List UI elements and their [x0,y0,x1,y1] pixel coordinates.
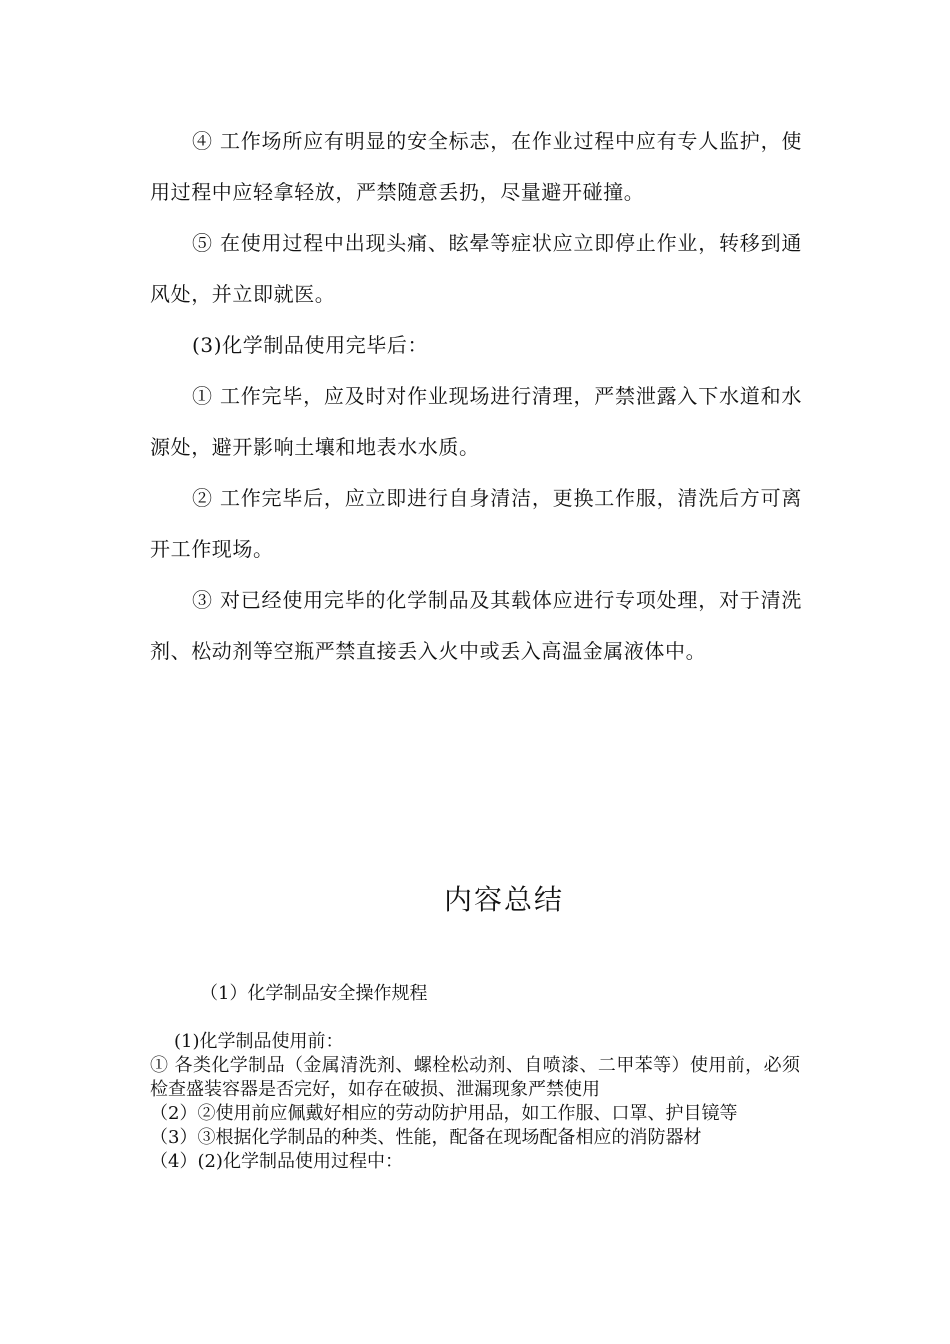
summary-item-1: (1)化学制品使用前： [174,1031,344,1052]
body-paragraph-5: ② 工作完毕后，应立即进行自身清洁，更换工作服，清洗后方可离开工作现场。 [150,486,802,561]
summary-item-2: ① 各类化学制品（金属清洗剂、螺栓松动剂、自喷漆、二甲苯等）使用前，必须检查盛装容器是否完好，如存在破损、泄漏现象严禁使用 [150,1055,800,1100]
summary-title: 内容总结 [443,883,564,916]
body-paragraph-2: ⑤ 在使用过程中出现头痛、眩晕等症状应立即停止作业，转移到通风处，并立即就医。 [150,231,802,306]
body-text [150,116,802,677]
summary-list [150,1030,800,1174]
summary-item-3: （2）②使用前应佩戴好相应的劳动防护用品，如工作服、口罩、护目镜等 [150,1103,738,1124]
summary-item-4: （3）③根据化学制品的种类、性能，配备在现场配备相应的消防器材 [150,1127,702,1148]
body-paragraph-3: (3)化学制品使用完毕后： [192,333,429,357]
body-paragraph-1: ④ 工作场所应有明显的安全标志，在作业过程中应有专人监护，使用过程中应轻拿轻放，严禁随意丢扔，尽量避开碰撞。 [150,129,802,204]
summary-item-5: （4）(2)化学制品使用过程中： [150,1151,403,1172]
body-paragraph-6: ③ 对已经使用完毕的化学制品及其载体应进行专项处理，对于清洗剂、松动剂等空瓶严禁直接丢入火中或丢入高温金属液体中。 [150,588,802,663]
summary-heading: （1）化学制品安全操作规程 [200,983,428,1004]
body-paragraph-4: ① 工作完毕，应及时对作业现场进行清理，严禁泄露入下水道和水源处，避开影响土壤和地表水水质。 [150,384,802,459]
